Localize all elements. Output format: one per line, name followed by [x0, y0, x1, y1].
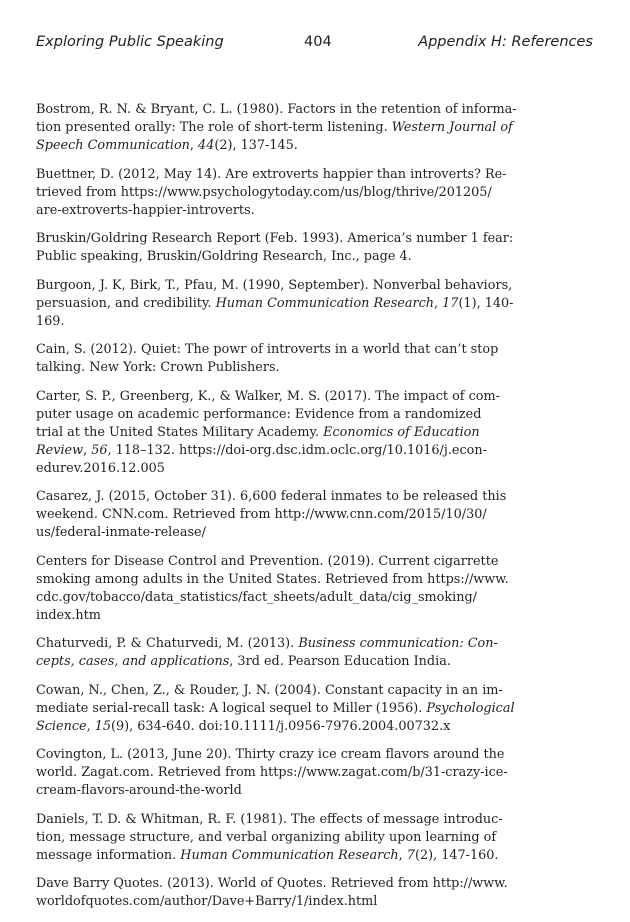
page-header [36, 34, 593, 56]
reference-line [36, 202, 446, 220]
reference-entry [36, 875, 508, 911]
reference-text: Bostrom, R. N. & Bryant, C. L. (1980). Factors in the retention of informa- [36, 102, 517, 117]
reference-line [36, 424, 480, 442]
reference-text: Bruskin/Goldring Research Report (Feb. 1993). America’s number 1 fear: [36, 231, 514, 246]
reference-line [36, 341, 499, 359]
reference-text: , 118–132. https://doi-org.dsc.idm.oclc.org/10.1016/j.econ- [107, 442, 487, 458]
reference-text: Chaturvedi, P. & Chaturvedi, M. (2013). [36, 636, 299, 651]
reference-line [36, 388, 500, 406]
reference-italic-text: Speech Communication [36, 138, 190, 153]
reference-text: Casarez, J. (2015, October 31). 6,600 federal inmates to be released this [36, 489, 507, 504]
reference-entry [36, 811, 503, 865]
reference-italic-text: 17 [442, 295, 459, 311]
reference-text: cdc.gov/tobacco/data_statistics/fact_sheets/adult_data/cig_smoking/ [36, 589, 477, 605]
reference-list [36, 101, 517, 922]
reference-entry [36, 746, 508, 800]
reference-text: trial at the United States Military Academy. [36, 424, 324, 440]
reference-italic-text: Review [36, 442, 84, 458]
reference-text: message information. [36, 847, 181, 863]
reference-text: , 3rd ed. Pearson Education India. [229, 654, 451, 669]
reference-text: Burgoon, J. K, Birk, T., Pfau, M. (1990, September). Nonverbal behaviors, [36, 277, 513, 293]
reference-text: , [189, 138, 199, 153]
reference-text: index.htm [36, 607, 101, 623]
reference-entry [36, 682, 515, 736]
reference-text: (1), 140- [458, 295, 514, 311]
reference-italic-text: Human Communication Research [180, 847, 399, 863]
reference-line [36, 682, 503, 700]
reference-text: Covington, L. (2013, June 20). Thirty crazy ice cream flavors around the [36, 747, 505, 762]
reference-line [36, 829, 497, 847]
reference-line [36, 119, 513, 137]
reference-line [36, 893, 446, 911]
reference-italic-text: cepts, cases, and applications [36, 654, 230, 669]
reference-line [36, 700, 515, 718]
section-title: Appendix H: References [418, 34, 593, 50]
page-number: 404 [304, 34, 332, 50]
reference-line [36, 137, 446, 155]
reference-line [36, 166, 507, 184]
reference-text: us/federal-inmate-release/ [36, 525, 206, 540]
reference-text: (2), 137-145. [214, 138, 298, 153]
reference-line [36, 811, 503, 829]
reference-line [36, 875, 508, 893]
book-title: Exploring Public Speaking [36, 34, 224, 50]
reference-text: persuasion, and credibility. [36, 295, 216, 311]
reference-text: trieved from https://www.psychologytoday.com/us/blog/thrive/201205/ [36, 184, 492, 200]
reference-line [36, 764, 508, 782]
reference-line [36, 359, 446, 377]
reference-line [36, 782, 446, 800]
reference-italic-text: Business communication: Con- [298, 636, 498, 651]
reference-italic-text: Economics of Education [323, 424, 480, 440]
reference-text: Cowan, N., Chen, Z., & Rouder, J. N. (2004). Constant capacity in an im- [36, 682, 503, 698]
reference-entry [36, 635, 498, 671]
reference-text: 169. [36, 313, 65, 329]
reference-text: Daniels, T. D. & Whitman, R. F. (1981). The effects of message introduc- [36, 811, 503, 827]
reference-italic-text: 7 [406, 847, 415, 863]
reference-line [36, 295, 514, 313]
reference-entry [36, 230, 514, 266]
reference-text: Carter, S. P., Greenberg, K., & Walker, M. S. (2017). The impact of com- [36, 388, 500, 404]
reference-line [36, 230, 514, 248]
reference-text: (2), 147-160. [414, 847, 499, 863]
reference-text: Public speaking, Bruskin/Goldring Research, Inc., page 4. [36, 249, 412, 264]
reference-entry [36, 101, 517, 155]
reference-line [36, 653, 451, 671]
reference-text: Cain, S. (2012). Quiet: The powr of introverts in a world that can’t stop [36, 342, 499, 357]
reference-line [36, 277, 513, 295]
reference-entry [36, 488, 507, 542]
reference-entry [36, 166, 507, 220]
reference-line [36, 718, 451, 736]
reference-text: (9), 634-640. doi:10.1111/j.0956-7976.2004.00732.x [111, 718, 451, 734]
reference-line [36, 571, 509, 589]
reference-text: tion, message structure, and verbal organizing ability upon learning of [36, 829, 497, 845]
reference-italic-text: Science [36, 718, 87, 734]
reference-line [36, 460, 446, 478]
reference-text: world. Zagat.com. Retrieved from https://www.zagat.com/b/31-crazy-ice- [36, 765, 508, 780]
reference-text: edurev.2016.12.005 [36, 460, 165, 476]
reference-line [36, 184, 492, 202]
reference-line [36, 589, 477, 607]
reference-italic-text: 44 [198, 138, 215, 153]
reference-italic-text: 56 [91, 442, 108, 458]
reference-italic-text: Western Journal of [391, 120, 513, 135]
reference-line [36, 488, 507, 506]
reference-text: , [83, 442, 92, 458]
reference-line [36, 506, 487, 524]
reference-line [36, 248, 446, 266]
reference-text: Centers for Disease Control and Prevention. (2019). Current cigarrette [36, 553, 499, 569]
reference-text: worldofquotes.com/author/Dave+Barry/1/index.html [36, 894, 378, 909]
reference-line [36, 406, 482, 424]
reference-italic-text: Psychological [426, 700, 515, 716]
reference-line [36, 313, 446, 331]
reference-text: smoking among adults in the United States. Retrieved from https://www. [36, 571, 509, 587]
reference-text: talking. New York: Crown Publishers. [36, 360, 280, 375]
reference-text: are-extroverts-happier-introverts. [36, 202, 255, 218]
reference-entry [36, 553, 509, 625]
reference-line [36, 101, 517, 119]
reference-text: , [398, 847, 407, 863]
reference-line [36, 553, 499, 571]
reference-line [36, 442, 487, 460]
reference-text: tion presented orally: The role of short-term listening. [36, 120, 392, 135]
reference-text: , [86, 718, 95, 734]
reference-entry [36, 277, 514, 331]
reference-text: cream-flavors-around-the-world [36, 783, 242, 798]
reference-line [36, 847, 499, 865]
reference-line [36, 524, 446, 542]
reference-text: , [434, 295, 443, 311]
reference-entry [36, 388, 500, 478]
reference-italic-text: Human Communication Research [215, 295, 434, 311]
reference-text: weekend. CNN.com. Retrieved from http://www.cnn.com/2015/10/30/ [36, 507, 487, 522]
reference-text: Buettner, D. (2012, May 14). Are extroverts happier than introverts? Re- [36, 166, 507, 182]
reference-text: mediate serial-recall task: A logical sequel to Miller (1956). [36, 700, 427, 716]
reference-line [36, 607, 446, 625]
reference-line [36, 746, 505, 764]
reference-text: puter usage on academic performance: Evidence from a randomized [36, 406, 482, 422]
reference-italic-text: 15 [94, 718, 112, 734]
reference-line [36, 635, 498, 653]
reference-entry [36, 341, 499, 377]
reference-text: Dave Barry Quotes. (2013). World of Quotes. Retrieved from http://www. [36, 876, 508, 891]
